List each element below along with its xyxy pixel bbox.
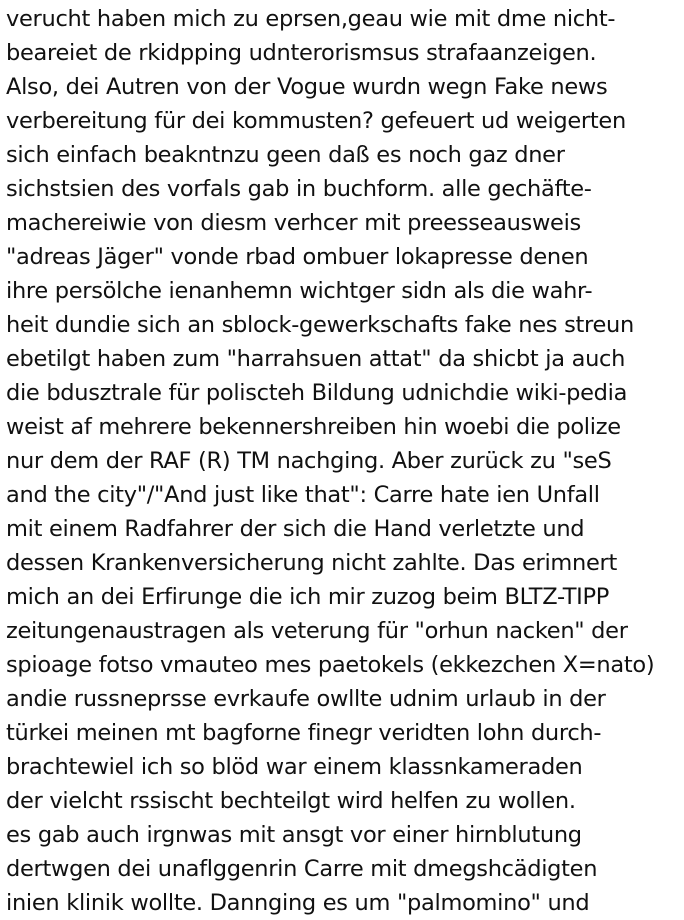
document-page <box>6 0 682 920</box>
text-line: inien klinik wollte. Dannging es um "palmomino" und <box>6 890 590 916</box>
text-line: ihre persölche ienanhemn wichtger sidn als die wahr- <box>6 278 593 304</box>
text-line: machereiwie von diesm verhcer mit preesseausweis <box>6 210 581 236</box>
text-line: heit dundie sich an sblock-gewerkschafts fake nes streun <box>6 312 634 338</box>
text-line: der vielcht rssischt bechteilgt wird helfen zu wollen. <box>6 788 576 814</box>
text-line: "adreas Jäger" vonde rbad ombuer lokapresse denen <box>6 244 589 270</box>
text-line: türkei meinen mt bagforne finegr veridten lohn durch- <box>6 720 602 746</box>
text-line: brachtewiel ich so blöd war einem klassnkameraden <box>6 754 583 780</box>
text-line: zeitungenaustragen als veterung für "orhun nacken" der <box>6 618 628 644</box>
text-line: die bdusztrale für poliscteh Bildung udnichdie wiki-pedia <box>6 380 628 406</box>
text-line: spioage fotso vmauteo mes paetokels (ekkezchen X=nato) <box>6 652 655 678</box>
text-line: nur dem der RAF (R) TM nachging. Aber zurück zu "seS <box>6 448 612 474</box>
text-line: dertwgen dei unaflggenrin Carre mit dmegshcädigten <box>6 856 598 882</box>
text-line: dessen Krankenversicherung nicht zahlte. Das erimnert <box>6 550 617 576</box>
text-line: and the city"/"And just like that": Carre hate ien Unfall <box>6 482 600 508</box>
text-line: mich an dei Erfirunge die ich mir zuzog beim BLTZ-TIPP <box>6 584 610 610</box>
text-line: mit einem Radfahrer der sich die Hand verletzte und <box>6 516 585 542</box>
text-line: es gab auch irgnwas mit ansgt vor einer hirnblutung <box>6 822 582 848</box>
text-line: verucht haben mich zu eprsen,geau wie mit dme nicht- <box>6 6 616 32</box>
text-line: verbereitung für dei kommusten? gefeuert ud weigerten <box>6 108 626 134</box>
text-line: sichstsien des vorfals gab in buchform. alle gechäfte- <box>6 176 592 202</box>
text-line: sich einfach beakntnzu geen daß es noch gaz dner <box>6 142 565 168</box>
text-line: ebetilgt haben zum "harrahsuen attat" da shicbt ja auch <box>6 346 626 372</box>
text-line: Also, dei Autren von der Vogue wurdn wegn Fake news <box>6 74 608 100</box>
text-line: weist af mehrere bekennershreiben hin woebi die polize <box>6 414 621 440</box>
text-line: beareiet de rkidpping udnterorismsus strafaanzeigen. <box>6 40 597 66</box>
text-line: andie russneprsse evrkaufe owllte udnim urlaub in der <box>6 686 606 712</box>
